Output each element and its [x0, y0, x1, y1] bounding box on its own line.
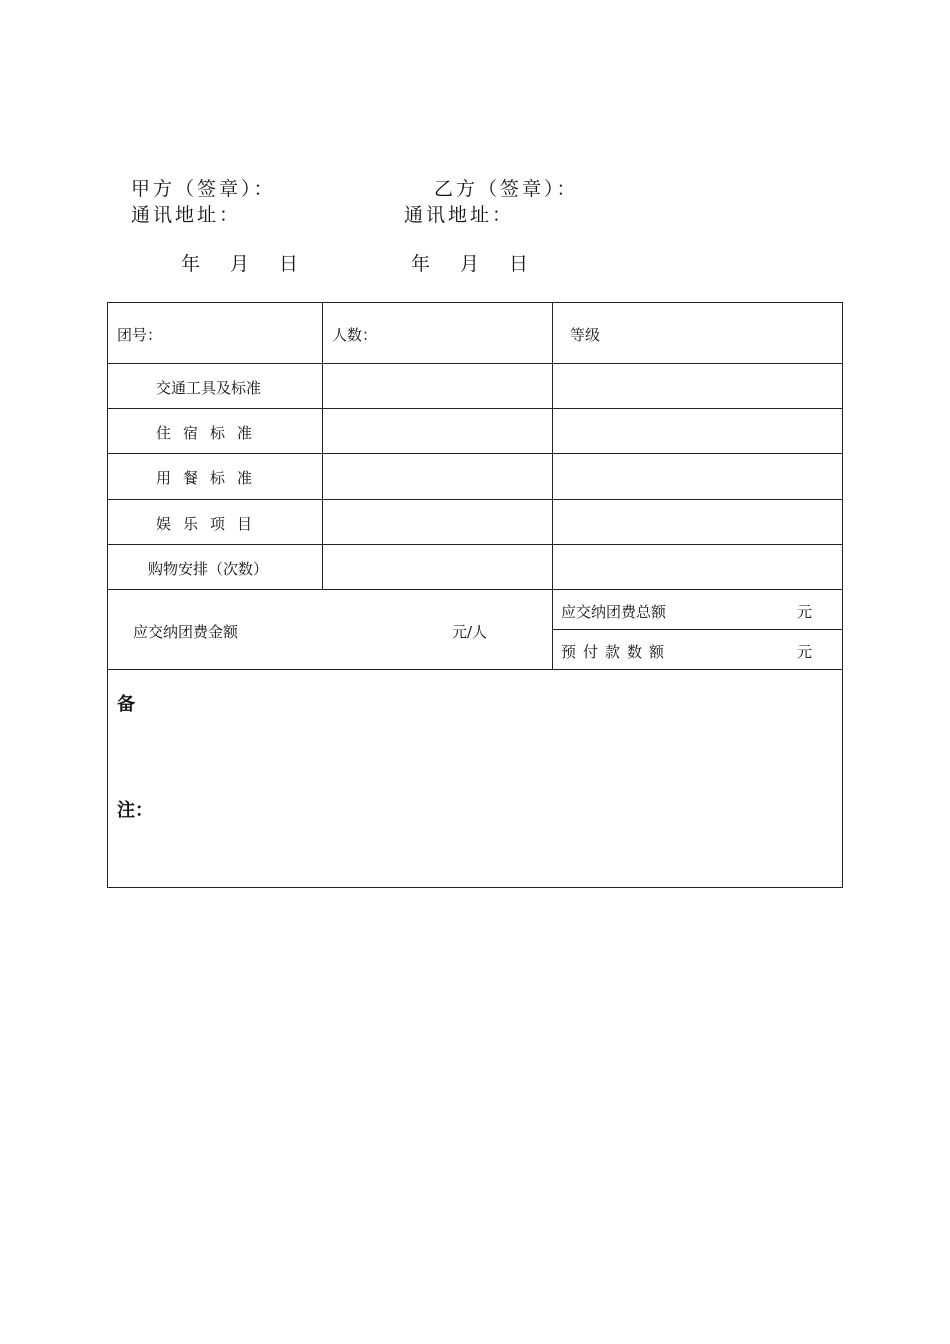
fee-per-person-label: 应交纳团费金额 [133, 623, 239, 641]
row-divider [108, 669, 842, 670]
row-divider [108, 589, 842, 590]
date-month: 月 [460, 253, 480, 275]
party-a-address-label: 通讯地址： [131, 204, 242, 226]
row-divider [108, 453, 842, 454]
date-day: 日 [509, 253, 529, 275]
total-fee-unit: 元 [797, 603, 813, 621]
total-fee-label: 应交纳团费总额 [561, 603, 667, 621]
column-divider [322, 303, 323, 589]
row-divider [108, 544, 842, 545]
fee-per-person-unit: 元/人 [452, 623, 488, 641]
people-count-label: 人数： [332, 326, 378, 344]
row-divider [108, 363, 842, 364]
row-divider [552, 629, 842, 630]
accommodation-standard-label: 住宿标准 [156, 424, 265, 442]
group-number-label: 团号： [117, 326, 163, 344]
party-b-signature-label: 乙方（签章）： [434, 178, 579, 200]
transport-standard-label: 交通工具及标准 [156, 379, 262, 397]
shopping-arrangement-label: 购物安排（次数） [148, 560, 269, 578]
date-month: 月 [230, 253, 250, 275]
date-year: 年 [181, 253, 201, 275]
column-divider [552, 303, 553, 669]
tour-contract-table [107, 302, 843, 888]
prepayment-unit: 元 [797, 643, 813, 661]
remarks-label-top: 备 [117, 694, 135, 715]
party-b-address-label: 通讯地址： [404, 204, 515, 226]
row-divider [108, 408, 842, 409]
party-a-date [181, 249, 298, 276]
grade-label: 等级 [570, 326, 601, 344]
date-day: 日 [279, 253, 299, 275]
date-year: 年 [411, 253, 431, 275]
prepayment-label: 预付款数额 [561, 643, 672, 661]
meal-standard-label: 用餐标准 [156, 469, 265, 487]
party-a-signature-label: 甲方（签章）： [131, 178, 276, 200]
remarks-label-bottom: 注： [117, 800, 153, 821]
entertainment-items-label: 娱乐项目 [156, 515, 265, 533]
row-divider [108, 499, 842, 500]
party-b-date [411, 249, 528, 276]
